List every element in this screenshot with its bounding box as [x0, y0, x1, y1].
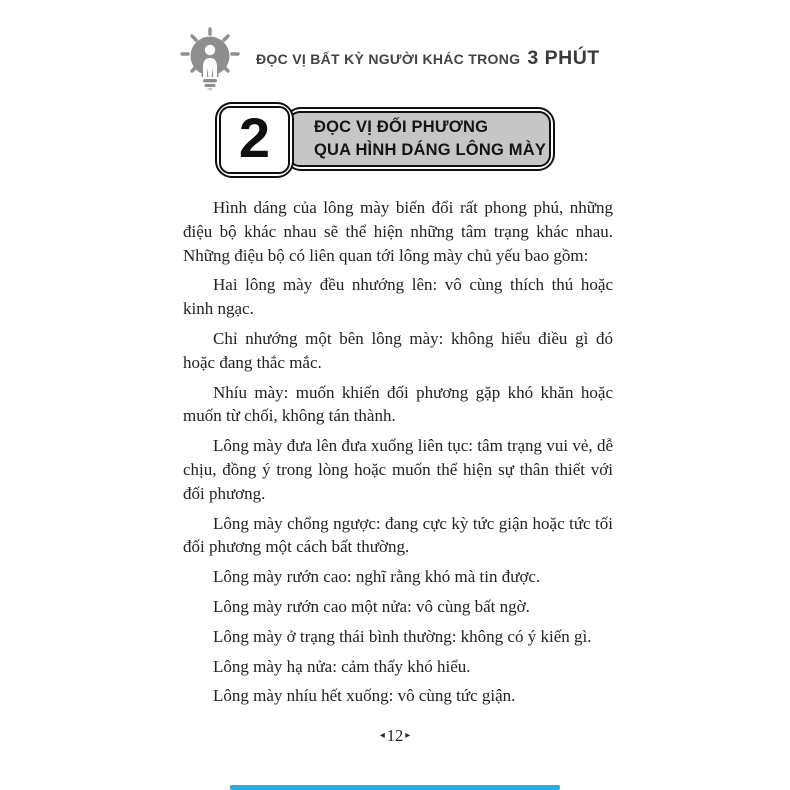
body-paragraph: Lông mày nhíu hết xuống: vô cùng tức giận.	[213, 686, 516, 706]
body-paragraph: Lông mày ở trạng thái bình thường: không có ý kiến gì.	[213, 626, 592, 646]
lightbulb-person-icon	[178, 26, 242, 90]
body-paragraph: Lông mày đưa lên đưa xuống liên tục: tâm trạng vui vẻ, dễ chịu, đồng ý trong lòng hoặc muốn thể hiện sự thân thiết với đối phương.	[183, 436, 613, 503]
running-header-title	[256, 47, 600, 70]
body-paragraph: Nhíu mày: muốn khiến đối phương gặp khó khăn hoặc muốn từ chối, không tán thành.	[183, 382, 613, 426]
bottom-accent-bar	[230, 785, 560, 790]
book-title-text: ĐỌC VỊ BẤT KỲ NGƯỜI KHÁC TRONG	[256, 50, 521, 67]
body-paragraph: Lông mày chổng ngược: đang cực kỳ tức giận hoặc tức tối đối phương một cách bất thường.	[183, 513, 613, 557]
chapter-title-line1: ĐỌC VỊ ĐỐI PHƯƠNG	[314, 118, 489, 136]
chapter-title-banner-inner	[288, 111, 551, 167]
book-title-emphasis: 3 PHÚT	[527, 46, 600, 69]
body-paragraph: Hình dáng của lông mày biến đổi rất phong phú, những điệu bộ khác nhau sẽ thể hiện những tâm trạng khác nhau. Những điệu bộ có liên quan tới lông mày chủ yếu bao gồm:	[183, 198, 613, 265]
body-paragraph: Hai lông mày đều nhướng lên: vô cùng thích thú hoặc kinh ngạc.	[183, 275, 613, 319]
chapter-number: 2	[238, 106, 271, 169]
next-page-icon: ▸	[405, 730, 411, 741]
prev-page-icon: ◂	[379, 730, 385, 741]
footer-pagination	[0, 727, 790, 745]
page-number: 12	[386, 726, 404, 745]
running-header	[178, 24, 600, 92]
chapter-number-box	[215, 102, 294, 178]
chapter-number-box-inner	[219, 106, 290, 174]
chapter-title-banner	[284, 107, 555, 171]
body-text	[183, 196, 613, 714]
body-paragraph: Chỉ nhướng một bên lông mày: không hiểu điều gì đó hoặc đang thắc mắc.	[183, 328, 613, 372]
chapter-title-line2: QUA HÌNH DÁNG LÔNG MÀY	[314, 141, 547, 159]
body-paragraph: Lông mày rướn cao: nghĩ rằng khó mà tin được.	[213, 567, 541, 587]
body-paragraph: Lông mày hạ nửa: cảm thấy khó hiểu.	[213, 656, 471, 676]
body-paragraph: Lông mày rướn cao một nửa: vô cùng bất ngờ.	[213, 596, 530, 616]
